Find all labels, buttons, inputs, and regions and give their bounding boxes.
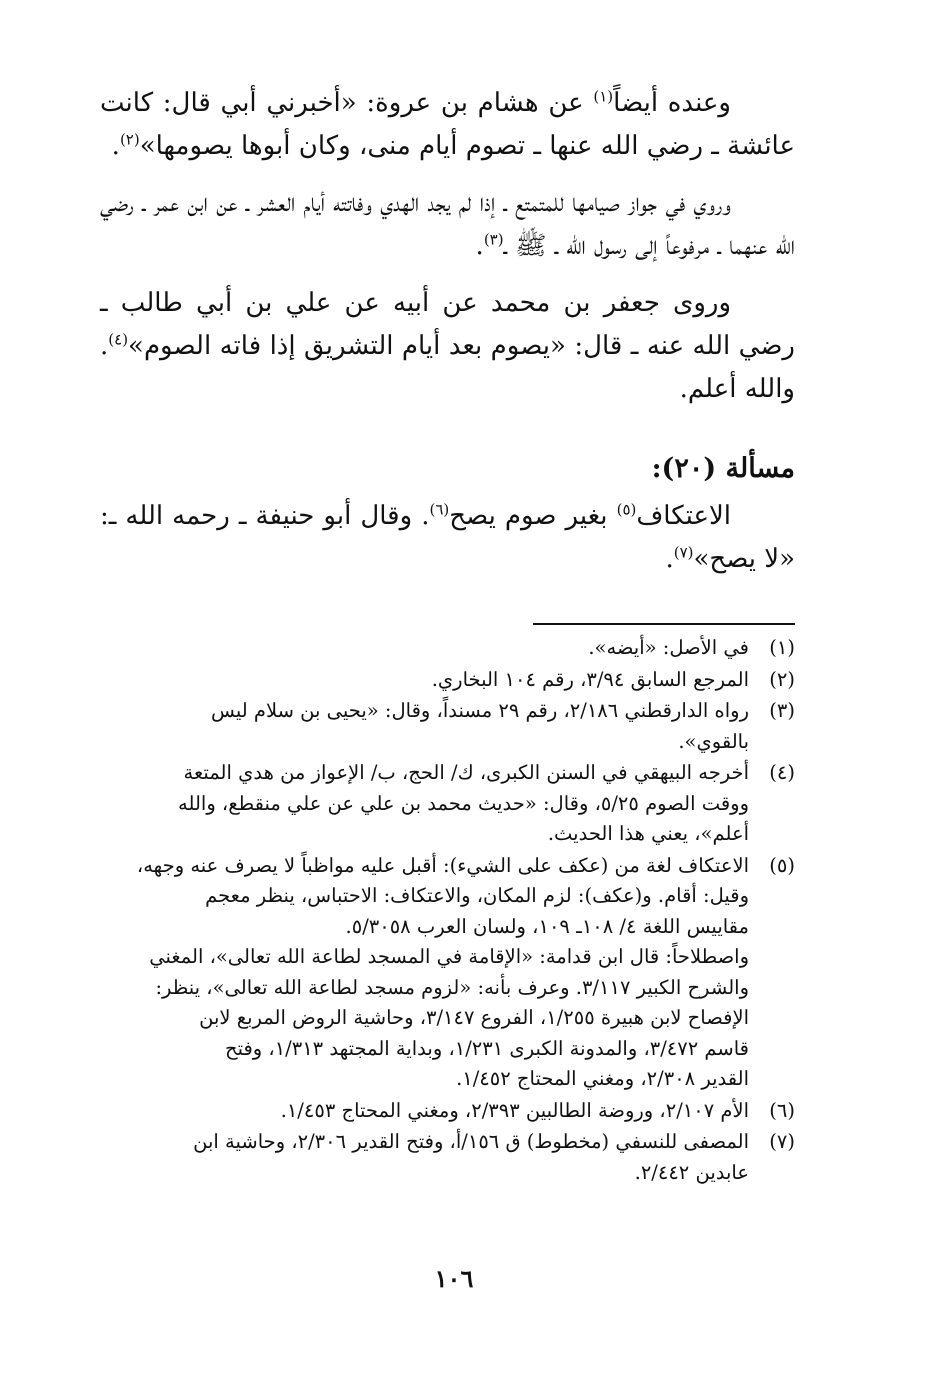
footnote-line: المرجع السابق ٣/٩٤، رقم ١٠٤ البخاري. bbox=[431, 667, 749, 691]
footnote-number: (٤) bbox=[769, 761, 795, 784]
paragraph-3-text-a: وروى جعفر بن محمد عن أبيه عن علي بن أبي طالب ـ رضي الله عنه ـ قال: «يصوم بعد أيام التشريق إذا فاته الصوم» bbox=[100, 288, 795, 361]
issue-paragraph-text-c: . وقال أبو حنيفة ـ رحمه الله ـ: «لا يصح» bbox=[100, 501, 795, 574]
footnote-number: (٣) bbox=[769, 699, 795, 722]
issue-paragraph-text-b: بغير صوم يصح bbox=[449, 501, 617, 531]
footnote-line: واصطلاحاً: قال ابن قدامة: «الإقامة في المسجد لطاعة الله تعالى»، المغني bbox=[149, 945, 749, 968]
footnote-line: أخرجه البيهقي في السنن الكبرى، ك/ الحج، ب/ الإعواز من هدي المتعة bbox=[183, 761, 749, 784]
main-text bbox=[100, 82, 795, 595]
paragraph-3-text-b: . والله أعلم. bbox=[100, 331, 795, 404]
footnote-separator bbox=[533, 623, 795, 625]
footnote-text bbox=[103, 665, 749, 696]
footnote-number: (٥) bbox=[769, 853, 795, 877]
paragraph-1 bbox=[100, 82, 795, 168]
footnote-line: الاعتكاف لغة من (عكف على الشيء): أقبل عليه مواظباً لا يصرف عنه وجهه، bbox=[136, 853, 749, 877]
paragraph-1-text-c: . bbox=[111, 131, 120, 161]
footnote-text bbox=[103, 1127, 749, 1188]
footnote-line: القدير ٢/٣٠٨، ومغني المحتاج ١/٤٥٢. bbox=[456, 1067, 749, 1090]
footnote-ref-1: (١) bbox=[593, 87, 614, 106]
issue-paragraph bbox=[100, 495, 795, 581]
footnote-ref-3: (٣) bbox=[483, 230, 504, 249]
footnote-ref-2: (٢) bbox=[119, 130, 140, 149]
footnote-line: الإفصاح لابن هبيرة ١/٢٥٥، الفروع ٣/١٤٧، وحاشية الروض المربع لابن bbox=[199, 1006, 749, 1029]
paragraph-2 bbox=[100, 182, 795, 268]
footnote-4 bbox=[103, 758, 795, 850]
footnote-text bbox=[103, 851, 749, 1095]
paragraph-2-text-b: . bbox=[475, 231, 484, 261]
page-number: ١٠٦ bbox=[434, 1264, 474, 1293]
issue-paragraph-text-a: الاعتكاف bbox=[636, 501, 732, 531]
footnote-number: (٢) bbox=[769, 667, 795, 691]
footnote-1 bbox=[103, 633, 795, 664]
paragraph-1-text-a: وعنده أيضاً bbox=[613, 88, 731, 118]
footnote-5 bbox=[103, 851, 795, 1095]
footnote-line: رواه الدارقطني ٢/١٨٦، رقم ٢٩ مسنداً، وقال: «يحيى بن سلام ليس bbox=[211, 699, 749, 722]
footnote-text bbox=[103, 633, 749, 664]
footnote-line: وقيل: أقام. و(عكف): لزم المكان، والاعتكاف: الاحتباس، ينظر معجم bbox=[205, 884, 749, 907]
footnote-text bbox=[103, 1096, 749, 1127]
footnotes-list bbox=[103, 633, 795, 1189]
footnote-7 bbox=[103, 1127, 795, 1188]
footnote-ref-6: (٦) bbox=[429, 500, 450, 519]
footnote-line: المصفى للنسفي (مخطوط) ق ١٥٦/أ، وفتح القدير ٢/٣٠٦، وحاشية ابن bbox=[193, 1130, 749, 1153]
footnote-2 bbox=[103, 665, 795, 696]
footnote-number: (٦) bbox=[769, 1098, 795, 1122]
footnote-text bbox=[103, 758, 749, 850]
footnote-ref-7: (٧) bbox=[673, 543, 694, 562]
footnote-line: عابدين ٢/٤٤٢. bbox=[634, 1160, 749, 1184]
paragraph-3 bbox=[100, 282, 795, 411]
footnote-6 bbox=[103, 1096, 795, 1127]
footnote-number: (١) bbox=[769, 636, 795, 659]
footnote-ref-5: (٥) bbox=[616, 500, 637, 519]
footnote-line: قاسم ٣/٤٧٢، والمدونة الكبرى ١/٢٣١، وبداية المجتهد ١/٣١٣، وفتح bbox=[224, 1036, 749, 1060]
issue-heading: مسألة (٢٠): bbox=[651, 453, 795, 484]
footnote-line: والشرح الكبير ٣/١١٧. وعرف بأنه: «لزوم مسجد لطاعة الله تعالى»، ينظر: bbox=[155, 975, 749, 999]
footnote-ref-4: (٤) bbox=[108, 330, 129, 349]
footnote-text bbox=[103, 696, 749, 757]
footnote-line: الأم ٢/١٠٧، وروضة الطالبين ٢/٣٩٣، ومغني المحتاج ١/٤٥٣. bbox=[280, 1098, 749, 1122]
footnote-number: (٧) bbox=[769, 1130, 795, 1153]
issue-paragraph-text-d: . bbox=[665, 544, 674, 574]
footnote-line: مقاييس اللغة ٤/ ١٠٨ـ ١٠٩، ولسان العرب ٥/٣٠٥٨. bbox=[345, 914, 749, 938]
footnote-line: أعلم»، يعني هذا الحديث. bbox=[547, 822, 749, 845]
footnote-3 bbox=[103, 696, 795, 757]
footnote-line: بالقوي». bbox=[678, 729, 749, 753]
paragraph-1-text-b: عن هشام بن عروة: «أخبرني أبي قال: كانت عائشة ـ رضي الله عنها ـ تصوم أيام منى، وكان أبوها يصومها» bbox=[100, 88, 795, 161]
paragraph-2-text-a: وروي في جواز صيامها للمتمتع ـ إذا لم يجد الهدي وفاتته أيام العشر ـ عن ابن عمر ـ رضي الله عنهما ـ مرفوعاً إلى رسول الله ـ ﷺ ـ bbox=[100, 188, 795, 261]
footnote-line: في الأصل: «أيضه». bbox=[588, 636, 749, 659]
footnote-line: ووقت الصوم ٥/٢٥، وقال: «حديث محمد بن علي عن علي منقطع، والله bbox=[178, 791, 749, 815]
